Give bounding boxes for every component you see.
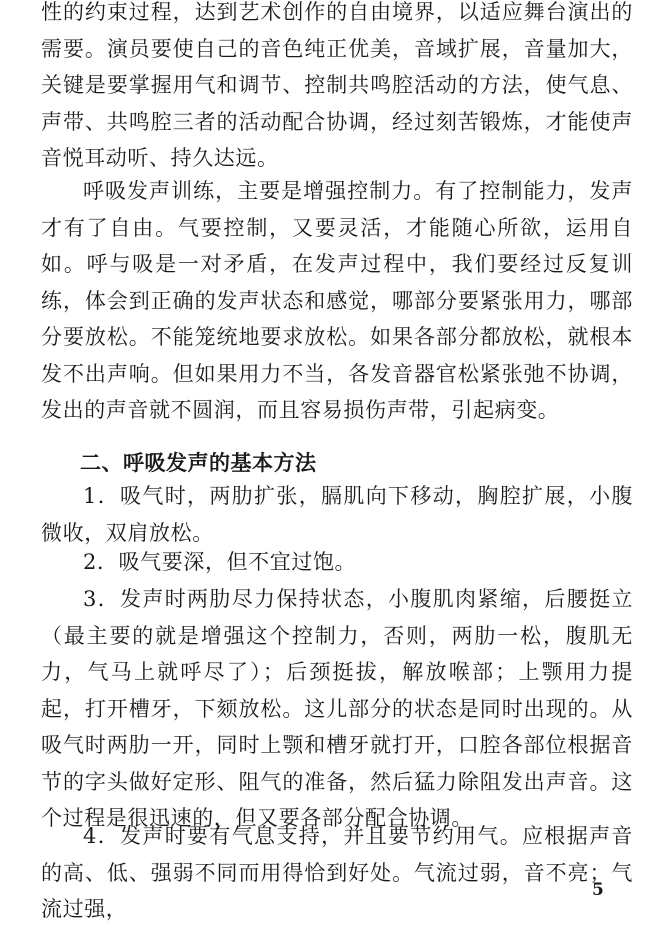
page-number: 5 — [592, 880, 604, 900]
body-paragraph: 呼吸发声训练，主要是增强控制力。有了控制能力，发声才有了自由。气要控制，又要灵活，才能随心所欲，运用自如。呼与吸是一对矛盾，在发声过程中，我们要经过反复训练，体会到正确的发声状态和感觉，哪部分要紧张用力，哪部分要放松。不能笼统地要求放松。如果各部分都放松，就根本发不出声响。但如果用力不当，各发音器官松紧张弛不协调，发出的声音就不圆润，而且容易损伤声带，引起病变。 — [41, 179, 633, 422]
numbered-item: 3．发声时两肋尽力保持状态，小腹肌肉紧缩，后腰挺立（最主要的就是增强这个控制力，否则，两肋一松，腹肌无力，气马上就呼尽了）；后颈挺拔，解放喉部；上颚用力提起，打开槽牙，下颏放松。这儿部分的状态是同时出现的。从吸气时两肋一开，同时上颚和槽牙就打开，口腔各部位根据音节的字头做好定形、阻气的准备，然后猛力除阻发出声音。这个过程是很迅速的，但又要各部分配合协调。 — [41, 587, 633, 830]
numbered-item: 2．吸气要深，但不宜过饱。 — [83, 550, 357, 574]
numbered-item: 4．发声时要有气息支持，并且要节约用气。应根据声音的高、低、强弱不同而用得恰到好处。气流过弱，音不亮；气流过强， — [41, 824, 633, 921]
body-paragraph: 性的约束过程，达到艺术创作的自由境界，以适应舞台演出的需要。演员要使自己的音色纯正优美，音域扩展，音量加大，关键是要掌握用气和调节、控制共鸣腔活动的方法，使气息、声带、共鸣腔三者的活动配合协调，经过刻苦锻炼，才能使声音悦耳动听、持久达远。 — [41, 0, 633, 170]
numbered-item: 1．吸气时，两肋扩张，膈肌向下移动，胸腔扩展，小腹微收，双肩放松。 — [41, 484, 633, 545]
section-heading: 二、呼吸发声的基本方法 — [80, 451, 317, 475]
